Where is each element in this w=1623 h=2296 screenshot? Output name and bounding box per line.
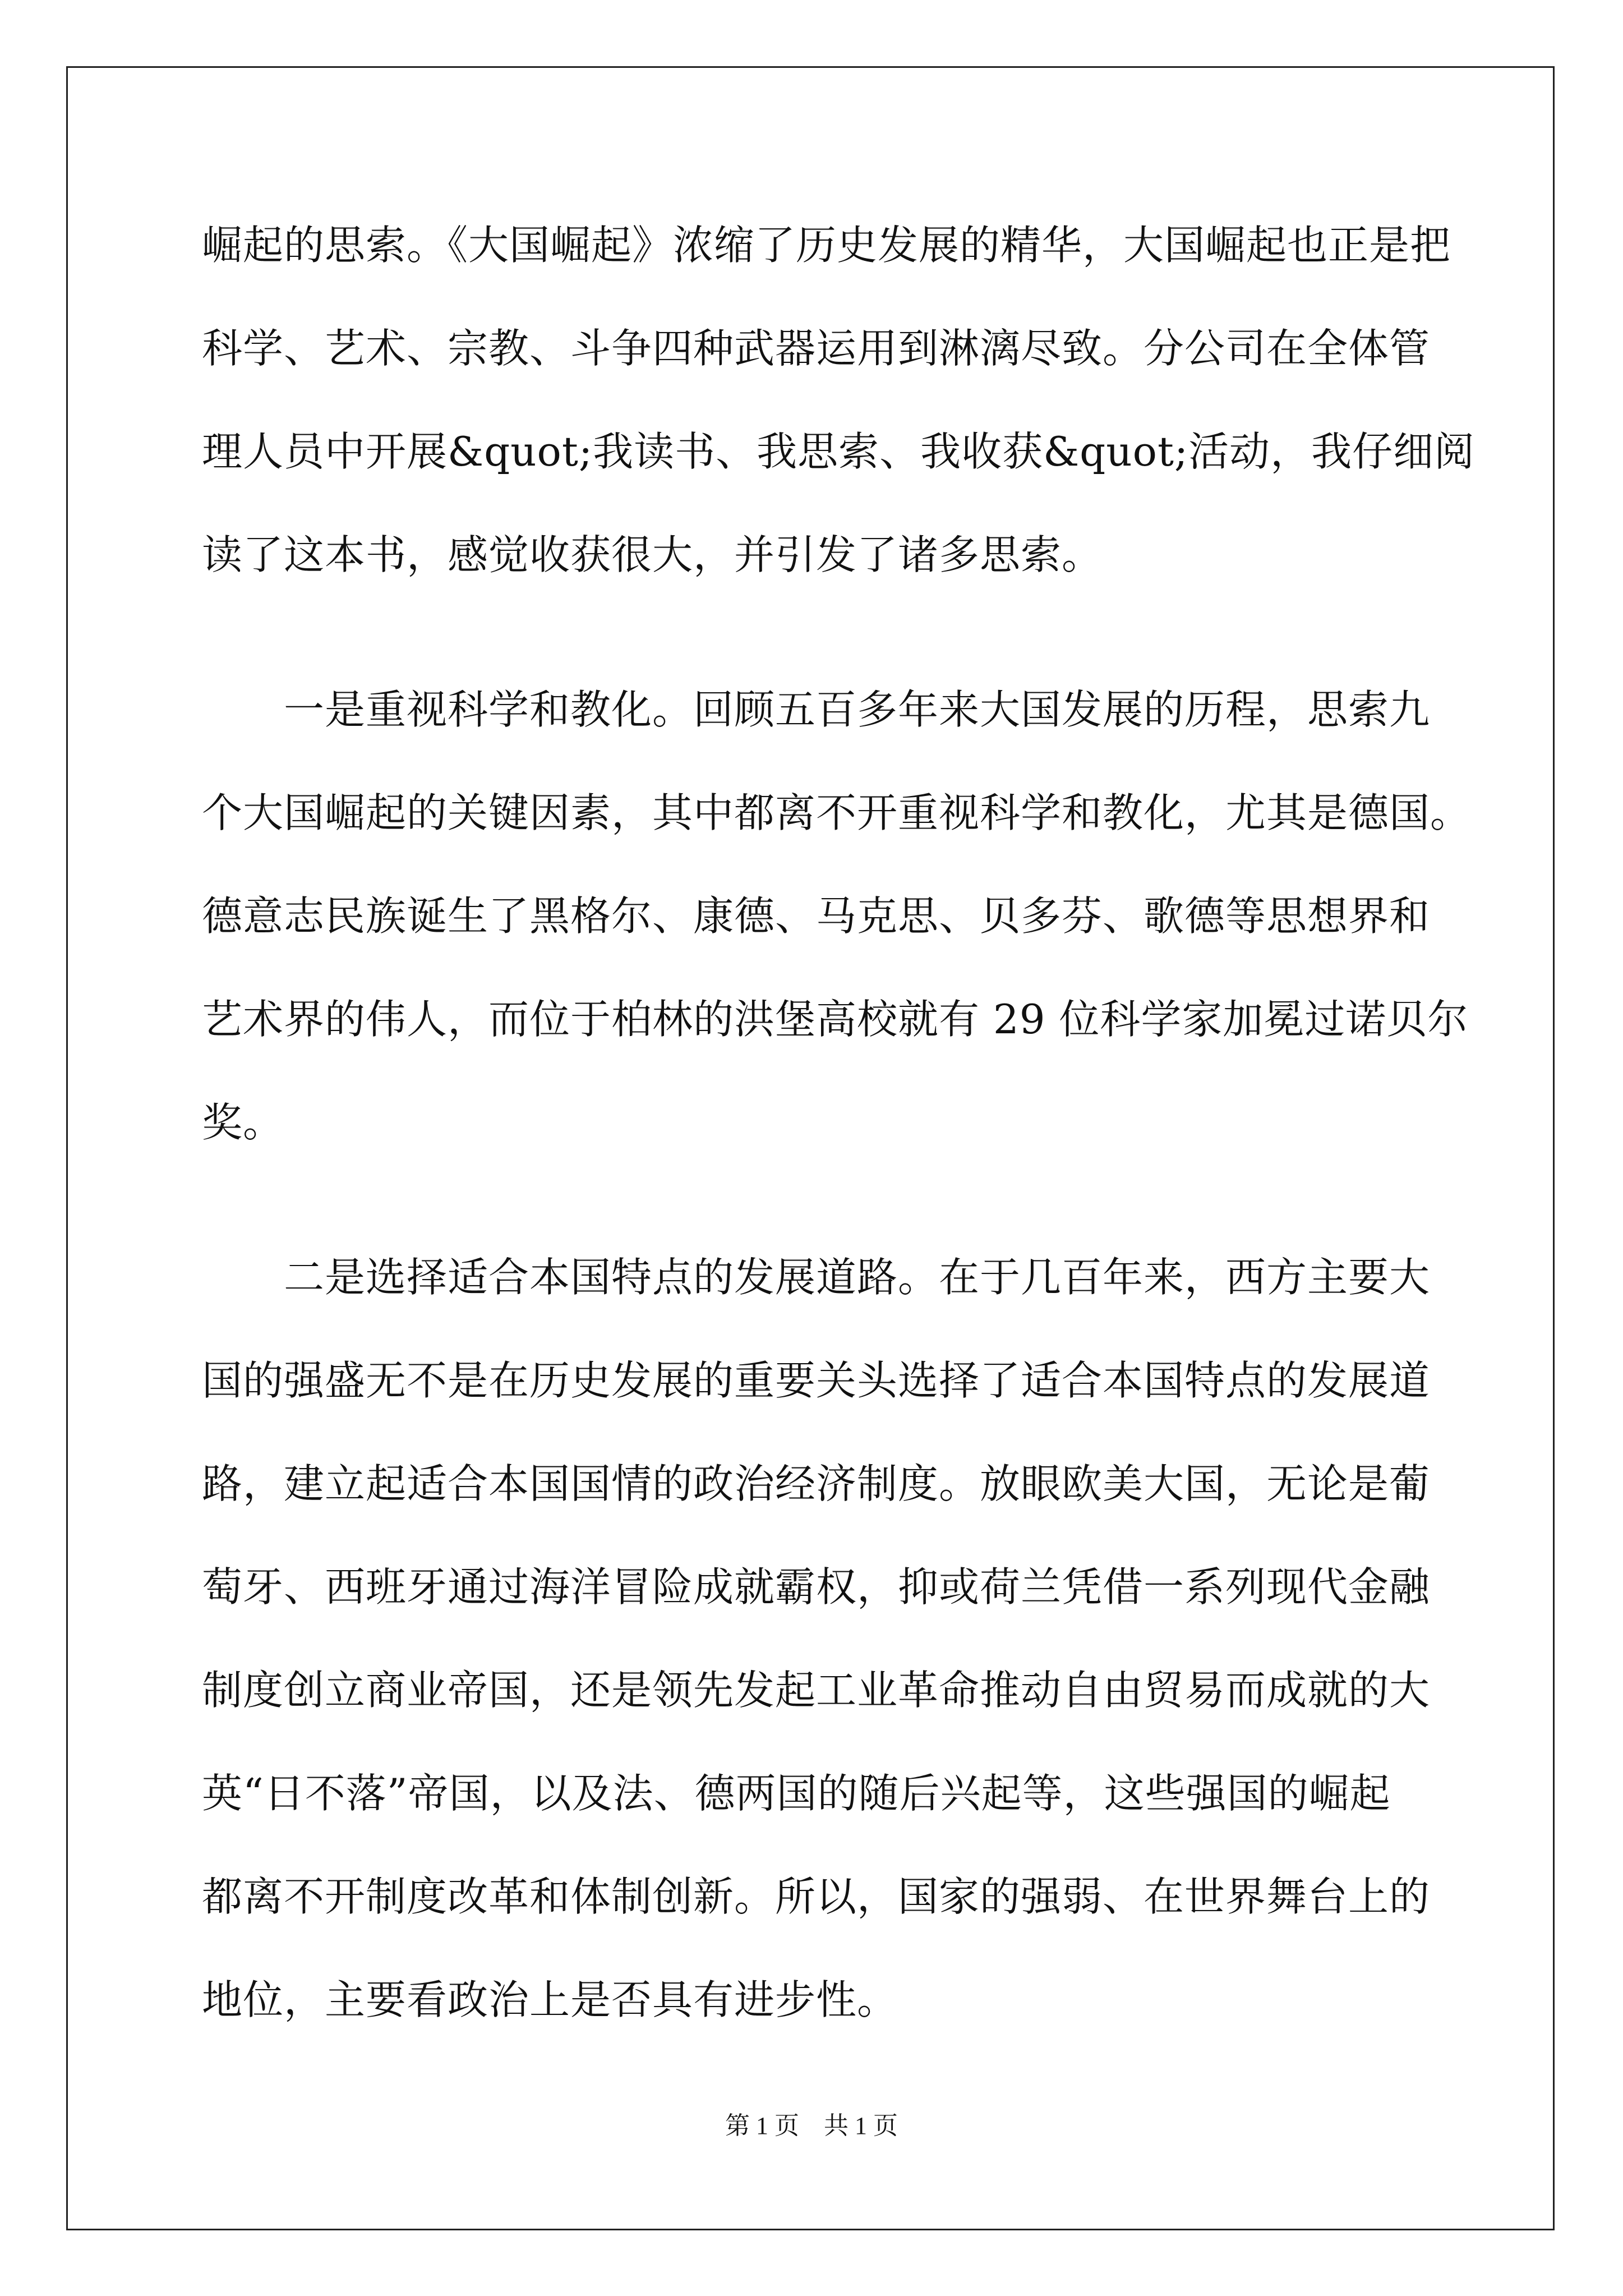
text-line: 制度创立商业帝国，还是领先发起工业革命推动自由贸易而成就的大 [202,1667,1431,1714]
text-line: 萄牙、西班牙通过海洋冒险成就霸权，抑或荷兰凭借一系列现代金融 [202,1563,1431,1611]
page-number-footer: 第 1 页 共 1 页 [725,2112,898,2139]
text-line: 艺术界的伟人，而位于柏林的洪堡高校就有 29 位科学家加冕过诺贝尔 [202,996,1469,1043]
text-line: 理人员中开展&quot;我读书、我思索、我收获&quot;活动，我仔细阅 [202,428,1476,475]
text-line: 路，建立起适合本国国情的政治经济制度。放眼欧美大国，无论是葡 [202,1460,1431,1507]
text-line: 一是重视科学和教化。回顾五百多年来大国发展的历程，思索九 [202,686,1431,733]
text-line: 二是选择适合本国特点的发展道路。在于几百年来，西方主要大 [202,1254,1431,1301]
text-line: 读了这本书，感觉收获很大，并引发了诸多思索。 [202,531,1103,578]
text-line: 国的强盛无不是在历史发展的重要关头选择了适合本国特点的发展道 [202,1357,1431,1404]
text-line: 德意志民族诞生了黑格尔、康德、马克思、贝多芬、歌德等思想界和 [202,892,1431,940]
text-line: 科学、艺术、宗教、斗争四种武器运用到淋漓尽致。分公司在全体管 [202,325,1431,372]
text-line: 都离不开制度改革和体制创新。所以，国家的强弱、在世界舞台上的 [202,1873,1431,1920]
text-line: 地位，主要看政治上是否具有进步性。 [202,1976,898,2023]
text-line: 个大国崛起的关键因素，其中都离不开重视科学和教化，尤其是德国。 [202,789,1472,836]
text-line: 崛起的思索。《大国崛起》浓缩了历史发展的精华，大国崛起也正是把 [202,222,1451,269]
text-line: 奖。 [202,1099,284,1146]
text-line: 英“日不落”帝国，以及法、德两国的随后兴起等，这些强国的崛起 [202,1770,1391,1817]
